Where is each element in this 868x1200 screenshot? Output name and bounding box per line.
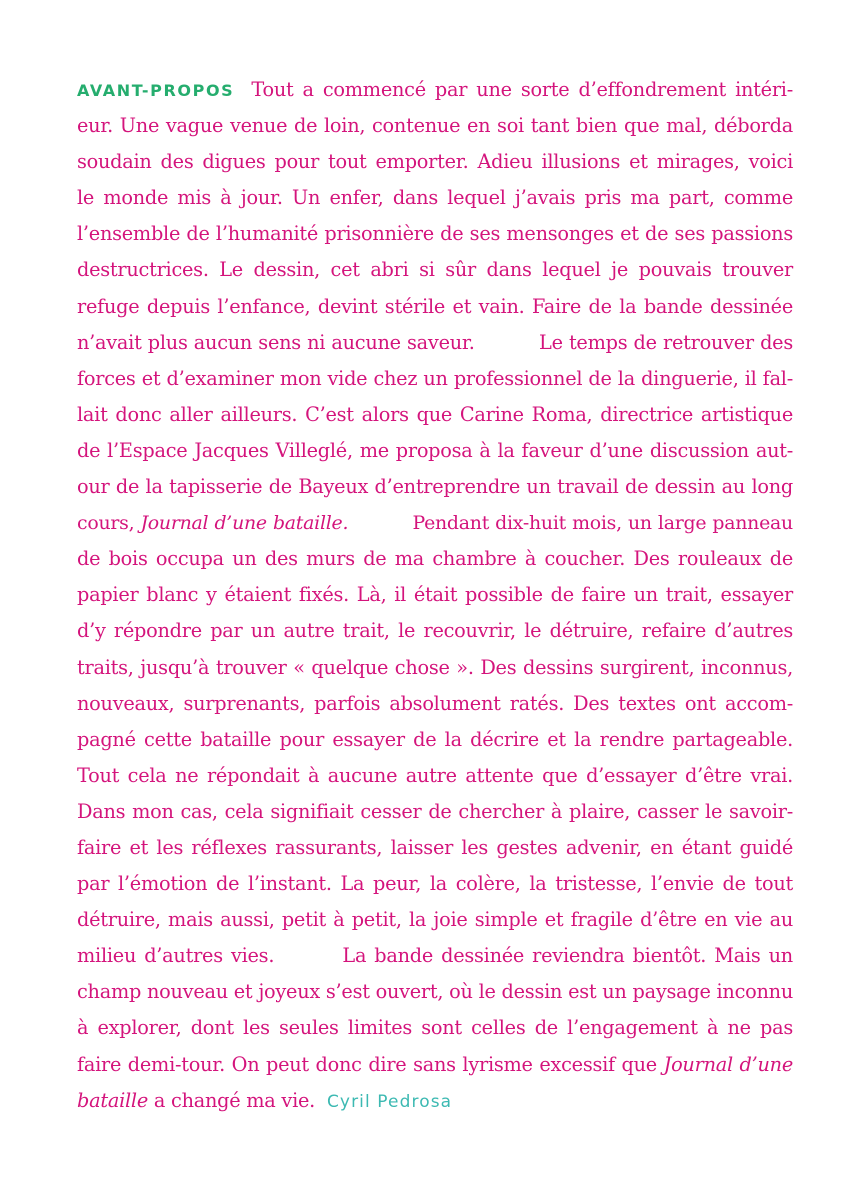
text-run: Tout a commencé par une sorte d’effondrement intéri-: [251, 78, 793, 101]
book-title: bataille: [77, 1088, 148, 1112]
text-line: Dans mon cas, cela signifiait cesser de chercher à plaire, casser le savoir-: [77, 799, 793, 823]
text-line: détruire, mais aussi, petit à petit, la joie simple et fragile d’être en vie au: [77, 908, 793, 932]
text-line: papier blanc y étaient fixés. Là, il était possible de faire un trait, essayer: [77, 583, 793, 607]
text-line: Tout cela ne répondait à aucune autre attente que d’essayer d’être vrai.: [77, 763, 793, 787]
text-line: [77, 938, 793, 974]
text-run: faire demi-tour. On peut donc dire sans lyrisme excessif que: [77, 1052, 657, 1076]
book-title: Journal d’une: [663, 1052, 793, 1076]
text-line: refuge depuis l’enfance, devint stérile et vain. Faire de la bande dessinée: [77, 294, 793, 318]
text-line: faire et les réflexes rassurants, laisser les gestes advenir, en étant guidé: [77, 835, 793, 859]
text-line: nouveaux, surprenants, parfois absolument ratés. Des textes ont accom-: [77, 691, 793, 715]
text-line: lait donc aller ailleurs. C’est alors que Carine Roma, directrice artistique: [77, 402, 793, 426]
text-run: cours,: [77, 512, 135, 535]
book-title: Journal d’une bataille.: [140, 512, 349, 535]
author-signature: Cyril Pedrosa: [326, 1091, 453, 1112]
text-line: [77, 325, 793, 361]
text-run: a changé ma vie.: [153, 1088, 316, 1112]
text-line: [77, 72, 793, 108]
text-run: Le temps de retrouver des: [539, 330, 793, 354]
text-line: [77, 1047, 793, 1083]
avant-propos-text: [77, 72, 793, 1119]
text-line: destructrices. Le dessin, cet abri si sûr dans lequel je pouvais trouver: [77, 258, 793, 282]
text-line: traits, jusqu’à trouver « quelque chose ». Des dessins surgirent, inconnus,: [77, 655, 793, 679]
text-run: n’avait plus aucun sens ni aucune saveur.: [77, 330, 475, 354]
text-line: d’y répondre par un autre trait, le recouvrir, le détruire, refaire d’autres: [77, 619, 793, 643]
text-line: de l’Espace Jacques Villeglé, me proposa à la faveur d’une discussion aut-: [77, 438, 793, 462]
text-line: [77, 505, 793, 541]
text-run: Pendant dix-huit mois, un large panneau: [412, 512, 793, 535]
section-heading: AVANT-PROPOS: [77, 81, 235, 100]
text-line: forces et d’examiner mon vide chez un professionnel de la dinguerie, il fal-: [77, 366, 793, 390]
text-line: à explorer, dont les seules limites sont celles de l’engagement à ne pas: [77, 1016, 793, 1040]
text-line: pagné cette bataille pour essayer de la décrire et la rendre partageable.: [77, 727, 793, 751]
text-line: our de la tapisserie de Bayeux d’entreprendre un travail de dessin au long: [77, 475, 793, 499]
text-line: par l’émotion de l’instant. La peur, la colère, la tristesse, l’envie de tout: [77, 872, 793, 896]
text-line: l’ensemble de l’humanité prisonnière de ses mensonges et de ses passions: [77, 222, 793, 246]
text-line: champ nouveau et joyeux s’est ouvert, où le dessin est un paysage inconnu: [77, 980, 793, 1004]
text-line: de bois occupa un des murs de ma chambre à coucher. Des rouleaux de: [77, 547, 793, 571]
text-line: soudain des digues pour tout emporter. Adieu illusions et mirages, voici: [77, 150, 793, 174]
text-line: [77, 1083, 793, 1119]
text-run: milieu d’autres vies.: [77, 944, 275, 968]
text-line: le monde mis à jour. Un enfer, dans lequel j’avais pris ma part, comme: [77, 186, 793, 210]
text-line: eur. Une vague venue de loin, contenue en soi tant bien que mal, déborda: [77, 114, 793, 138]
text-run: La bande dessinée reviendra bientôt. Mais un: [342, 944, 793, 968]
